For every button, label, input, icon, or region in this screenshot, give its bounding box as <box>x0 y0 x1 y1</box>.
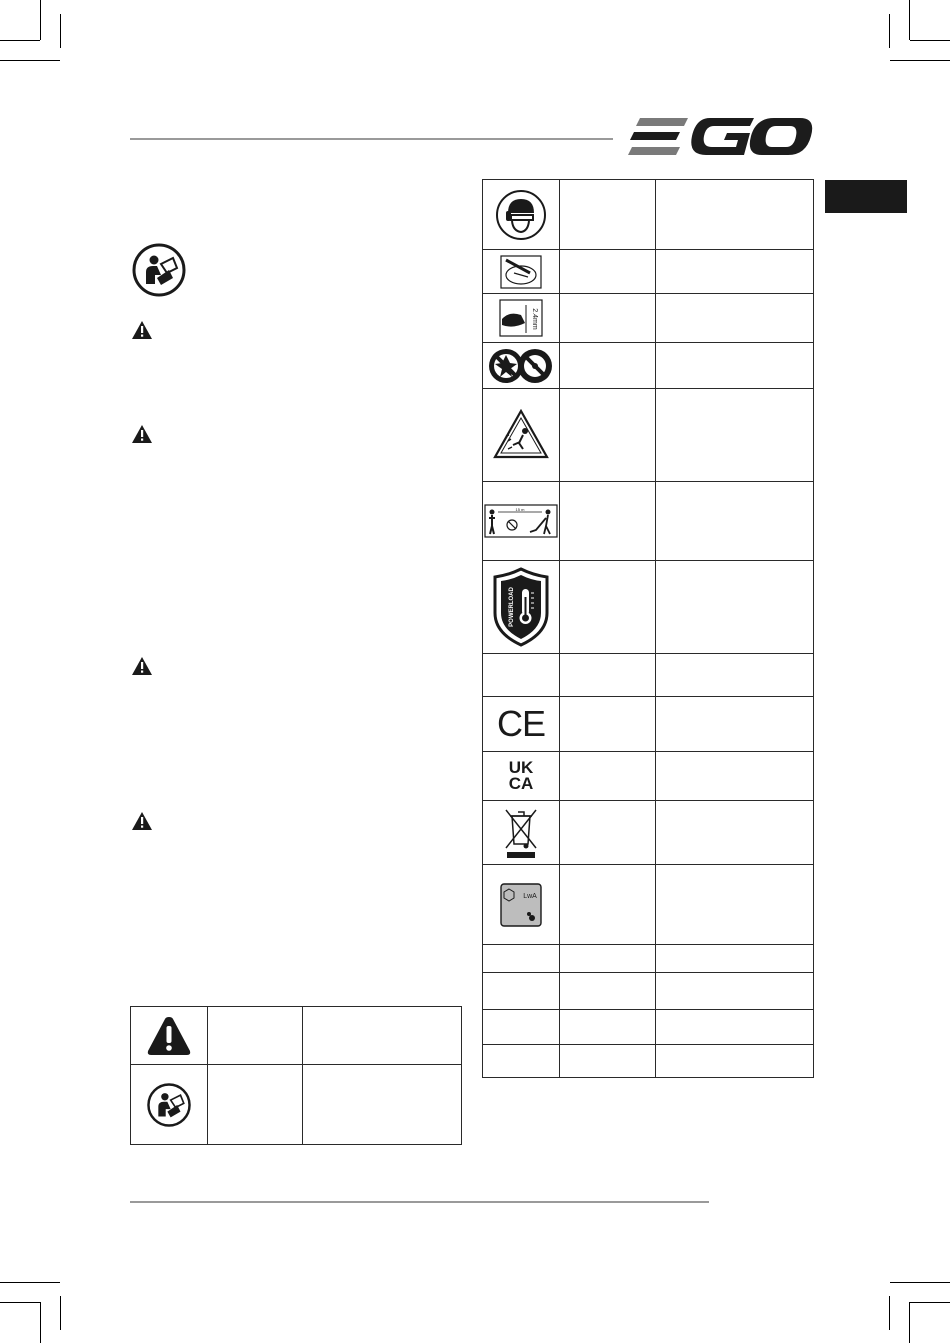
icon-cell <box>483 343 560 389</box>
icon-cell <box>483 1045 560 1078</box>
right-table-cell <box>560 1010 656 1045</box>
table-row <box>483 1045 814 1078</box>
read-manual-icon <box>146 1082 192 1128</box>
icon-cell <box>483 697 560 752</box>
right-table-cell <box>656 482 814 561</box>
right-table-cell <box>656 343 814 389</box>
ukca-bottom: CA <box>508 774 534 793</box>
right-table-cell <box>656 801 814 865</box>
right-table-cell <box>656 561 814 654</box>
table-row <box>483 561 814 654</box>
right-table-cell <box>560 945 656 973</box>
ego-logo <box>628 116 813 158</box>
right-table-cell <box>560 1045 656 1078</box>
table-row <box>483 294 814 343</box>
no-metal-blade-icon <box>488 346 554 386</box>
table-row <box>483 865 814 945</box>
icon-cell <box>483 250 560 294</box>
left-table-cell <box>303 1007 462 1065</box>
table-row <box>483 180 814 250</box>
right-table-cell <box>656 1010 814 1045</box>
right-table-cell <box>560 180 656 250</box>
warning-triangle-icon <box>131 320 153 340</box>
icon-cell <box>131 1065 208 1145</box>
icon-cell <box>483 973 560 1010</box>
keep-distance-icon <box>484 504 558 538</box>
right-table-cell <box>656 945 814 973</box>
right-table-cell <box>560 294 656 343</box>
left-table-cell <box>208 1007 303 1065</box>
table-row <box>483 1010 814 1045</box>
table-row <box>131 1065 462 1145</box>
table-row <box>131 1007 462 1065</box>
table-row <box>483 250 814 294</box>
ce-mark-icon: CE <box>496 703 545 744</box>
icon-cell <box>483 801 560 865</box>
noise-level-label: LwA <box>523 892 537 900</box>
warning-triangle-icon <box>131 656 153 676</box>
table-row <box>483 973 814 1010</box>
right-table-cell <box>656 389 814 482</box>
powerload-temperature-shield-icon <box>493 567 549 647</box>
right-table-cell <box>560 973 656 1010</box>
right-table-cell <box>656 865 814 945</box>
icon-cell <box>483 482 560 561</box>
icon-cell <box>483 389 560 482</box>
right-table-cell <box>560 343 656 389</box>
thrown-objects-warning-icon <box>493 409 549 461</box>
right-table-cell <box>560 865 656 945</box>
right-table-cell <box>560 561 656 654</box>
left-table-cell <box>208 1065 303 1145</box>
right-table-cell <box>560 697 656 752</box>
right-table-cell <box>656 1045 814 1078</box>
line-diameter-icon <box>499 299 543 337</box>
noise-level-label-icon <box>500 883 542 927</box>
right-table-cell <box>560 801 656 865</box>
header-rule <box>130 138 613 140</box>
right-table-cell <box>560 389 656 482</box>
table-row <box>483 343 814 389</box>
icon-cell <box>483 294 560 343</box>
icon-cell <box>483 1010 560 1045</box>
table-row <box>483 801 814 865</box>
trimmer-line-icon <box>500 255 542 289</box>
line-diameter-label: 2.4mm <box>531 308 538 330</box>
footer-rule <box>130 1201 709 1203</box>
left-table-cell <box>303 1065 462 1145</box>
distance-label: 15 m <box>515 507 525 512</box>
warning-triangle-icon <box>131 811 153 831</box>
right-table-cell <box>656 180 814 250</box>
right-table-cell <box>656 752 814 801</box>
table-row <box>483 654 814 697</box>
table-row <box>483 752 814 801</box>
language-tab <box>825 180 907 213</box>
right-symbol-table <box>482 179 814 1078</box>
right-table-cell <box>560 654 656 697</box>
right-table-cell <box>656 654 814 697</box>
right-table-cell <box>656 294 814 343</box>
head-eye-ear-protection-icon <box>495 189 547 241</box>
ukca-top: UK <box>508 758 534 777</box>
icon-cell <box>483 752 560 801</box>
right-table-cell <box>560 250 656 294</box>
icon-cell <box>483 654 560 697</box>
table-row <box>483 697 814 752</box>
icon-cell <box>483 561 560 654</box>
right-table-cell <box>656 973 814 1010</box>
icon-cell <box>131 1007 208 1065</box>
right-table-cell <box>560 752 656 801</box>
table-row <box>483 482 814 561</box>
right-table-cell <box>560 482 656 561</box>
icon-cell <box>483 180 560 250</box>
warning-triangle-icon <box>131 424 153 444</box>
icon-cell <box>483 865 560 945</box>
right-table-cell <box>656 250 814 294</box>
weee-bin-icon <box>502 806 540 860</box>
powerload-label: POWERLOAD <box>509 587 515 627</box>
warning-triangle-icon <box>146 1015 192 1057</box>
right-table-cell <box>656 697 814 752</box>
table-row <box>483 945 814 973</box>
icon-cell <box>483 945 560 973</box>
left-symbol-table <box>130 1006 462 1145</box>
ukca-mark-icon <box>483 760 559 792</box>
read-manual-icon <box>131 242 187 298</box>
table-row <box>483 389 814 482</box>
